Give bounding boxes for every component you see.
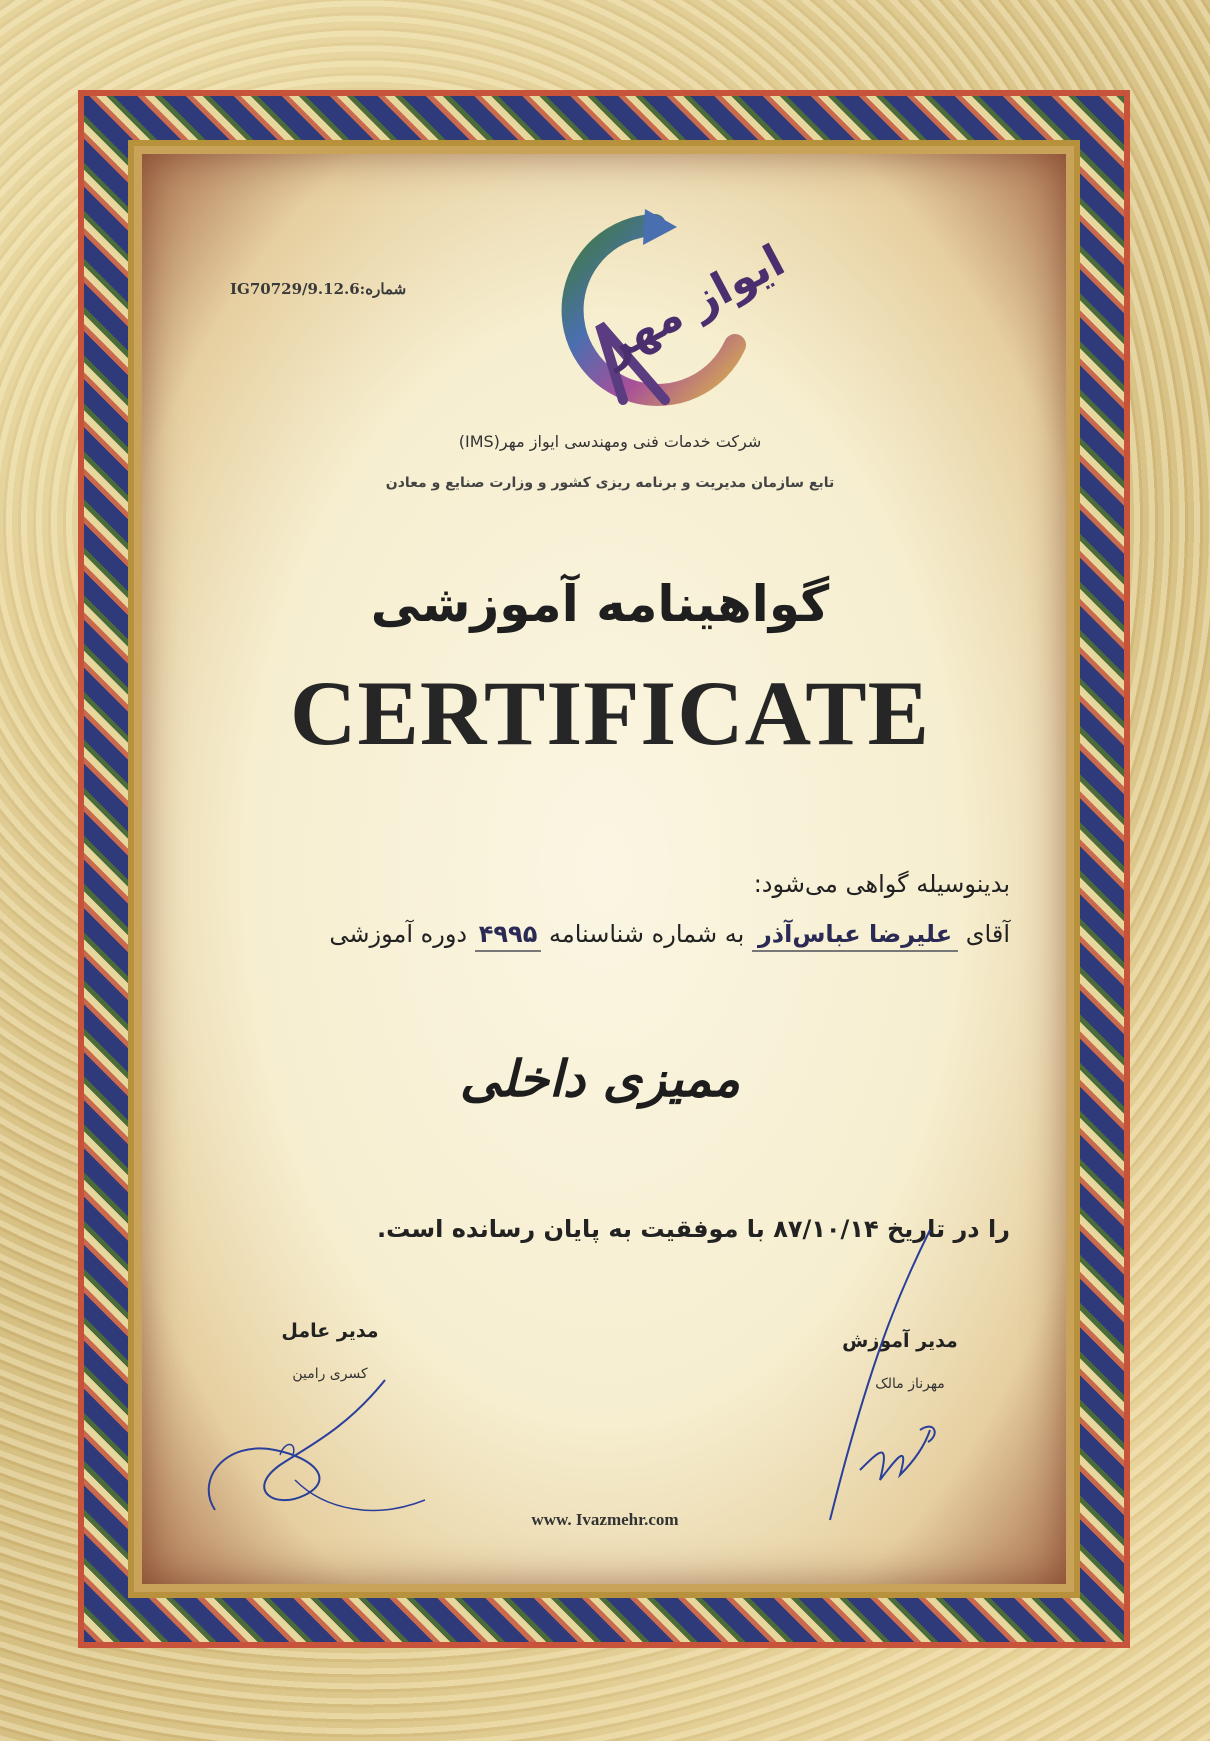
recipient-suffix: دوره آموزشی — [329, 920, 468, 948]
id-label: به شماره شناسنامه — [548, 920, 745, 948]
training-manager-title: مدیر آموزش — [842, 1330, 958, 1352]
completion-statement: را در تاریخ ۸۷/۱۰/۱۴ با موفقیت به پایان رسانده است. — [377, 1215, 1010, 1243]
logo-wordmark: ایواز مهر — [593, 235, 793, 374]
company-website: www. Ivazmehr.com — [531, 1510, 679, 1529]
ceo-title: مدیر عامل — [281, 1320, 379, 1342]
document-number: IG70729/9.12.6:شماره — [230, 280, 407, 298]
recipient-line — [250, 920, 1010, 948]
ceo-signature — [185, 1360, 445, 1530]
recipient-name: علیرضا عباس‌آذر — [752, 920, 958, 952]
company-affiliation: تابع سازمان مدیریت و برنامه ریزی کشور و وزارت صنایع و معادن — [385, 475, 835, 491]
recipient-prefix: آقای — [965, 920, 1010, 948]
training-manager-name: مهرناز مالک — [875, 1376, 945, 1392]
ceo-name: کسری رامین — [292, 1366, 368, 1382]
ivazmehr-logo — [505, 205, 805, 415]
training-manager-signature — [800, 1220, 980, 1540]
title-persian: گواهینامه آموزشی — [370, 575, 830, 633]
id-number: ۴۹۹۵ — [475, 920, 542, 952]
hereby-statement: بدینوسیله گواهی می‌شود: — [753, 870, 1010, 898]
company-name: شرکت خدمات فنی ومهندسی ایواز مهر(IMS) — [458, 432, 762, 451]
course-name: ممیزی داخلی — [459, 1050, 741, 1108]
title-english: CERTIFICATE — [290, 662, 930, 764]
